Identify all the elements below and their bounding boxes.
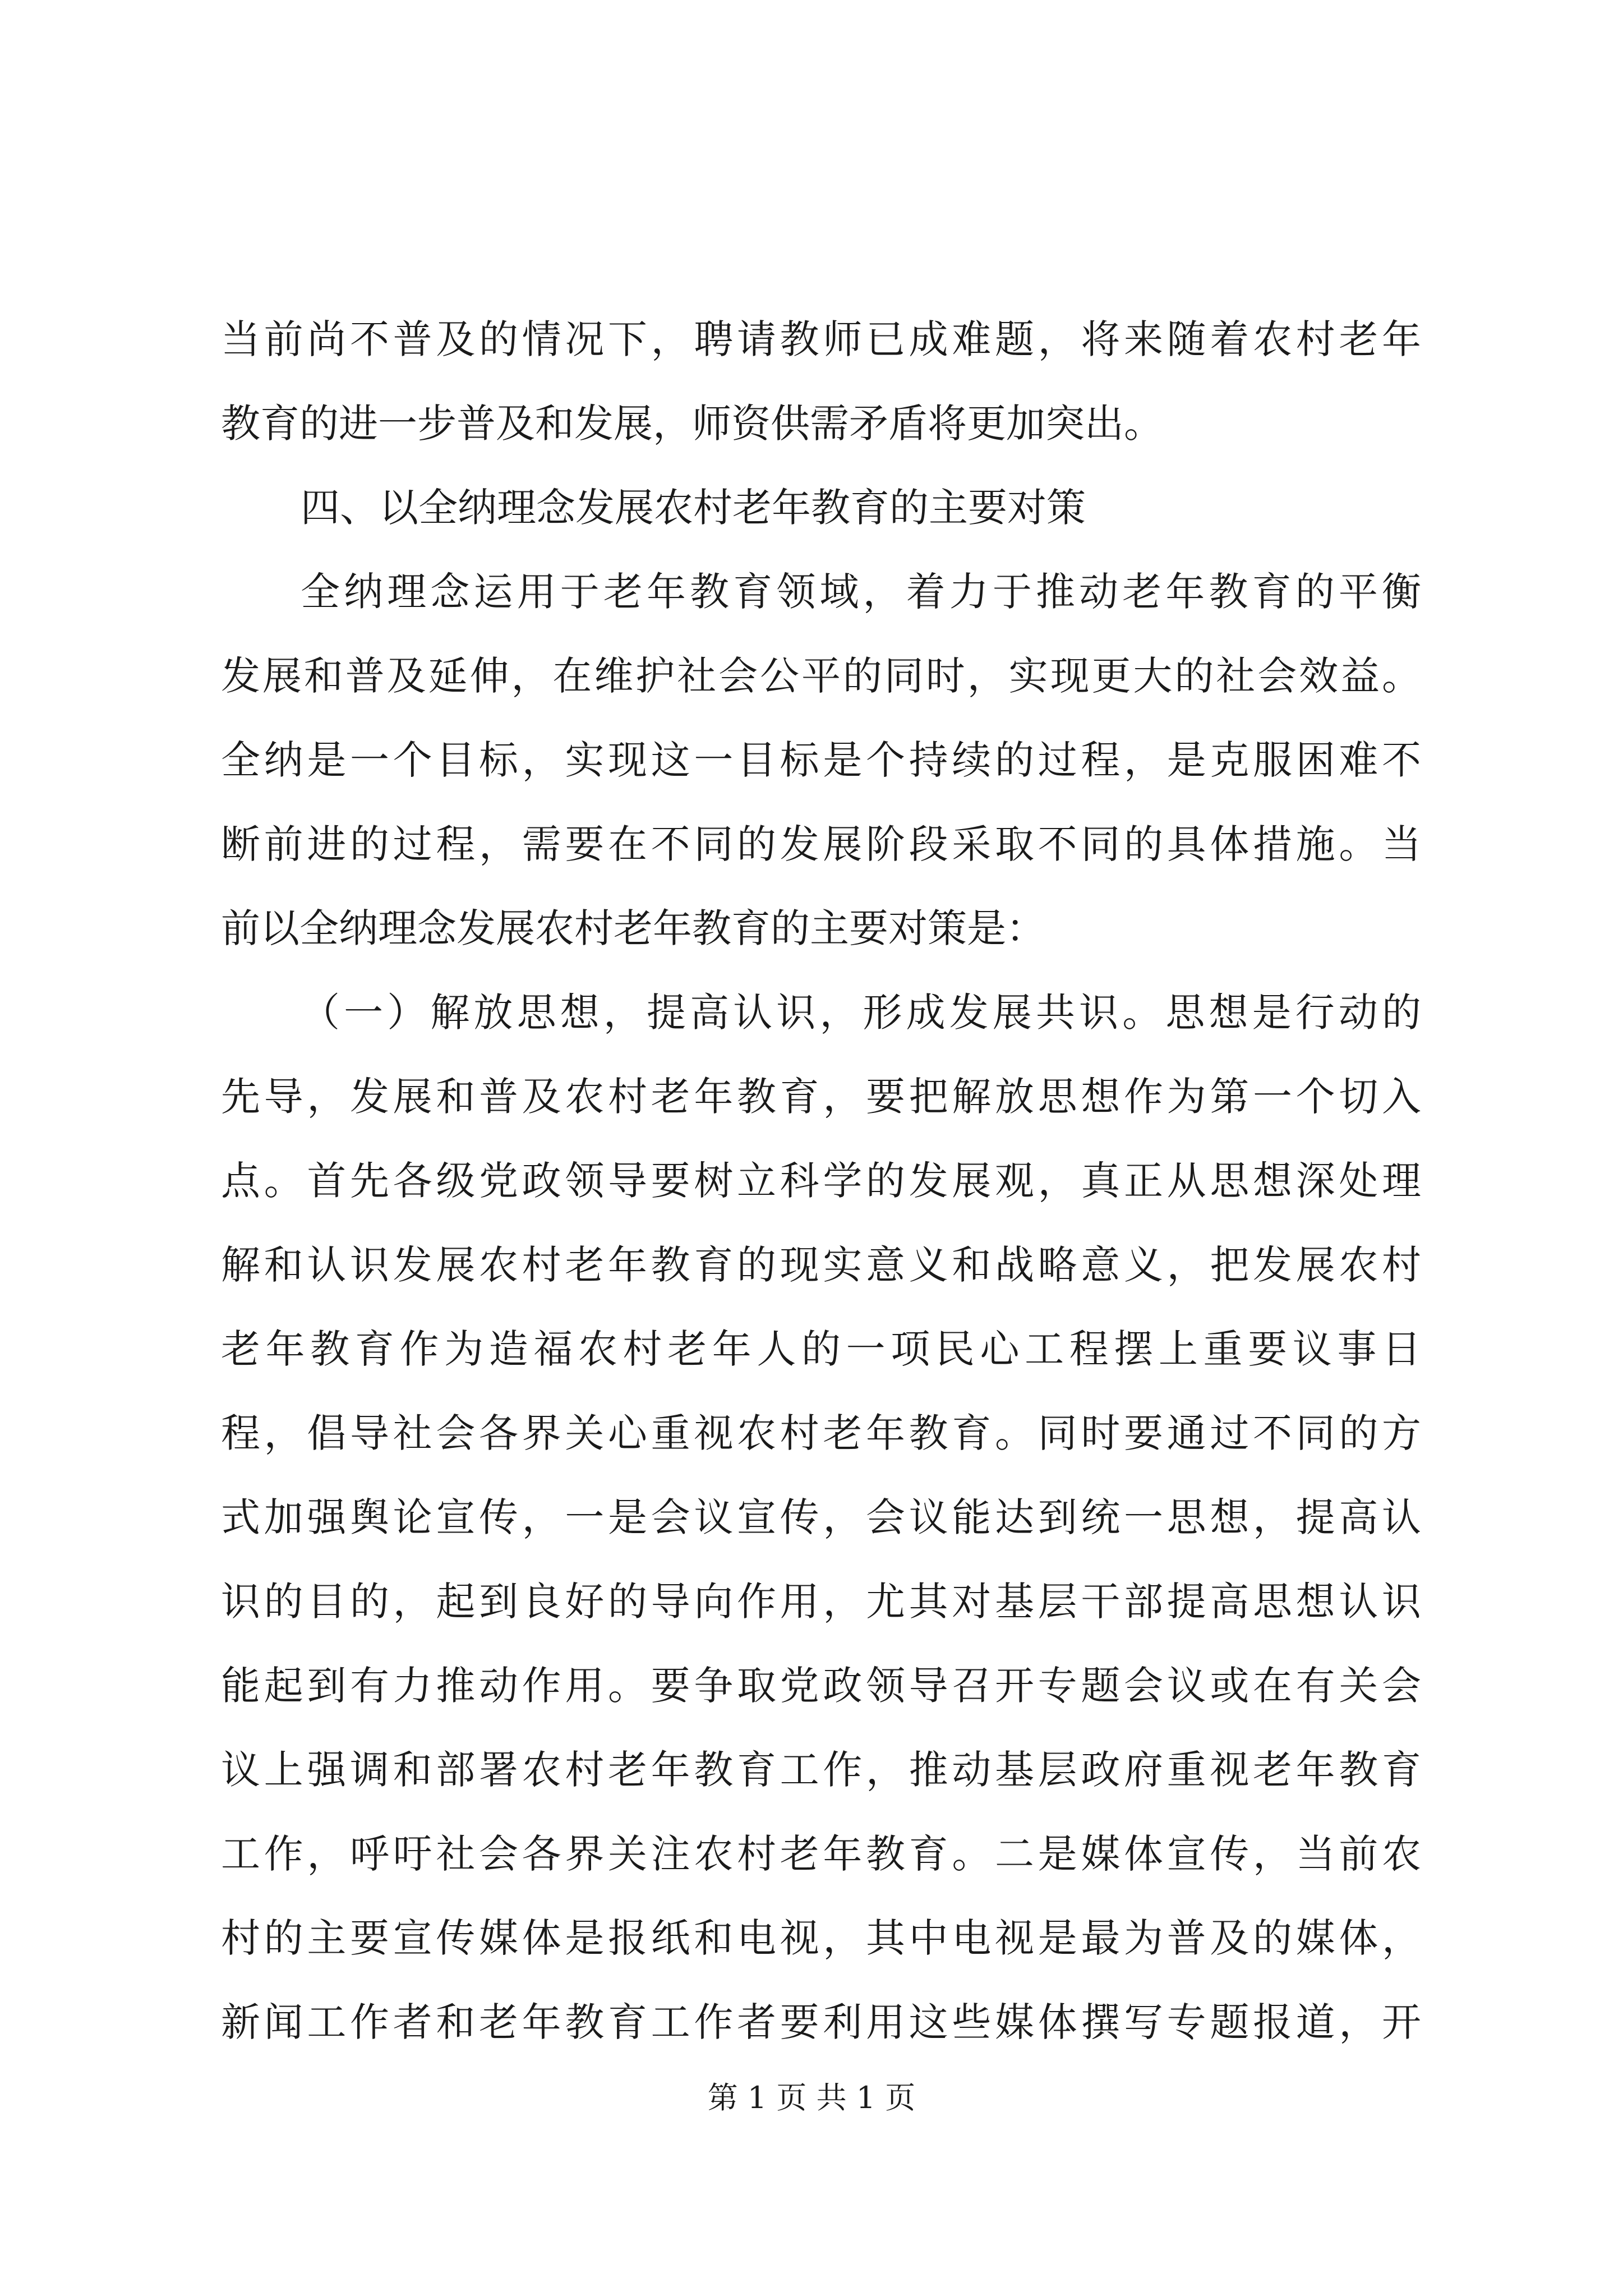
text-line: 点。首先各级党政领导要树立科学的发展观，真正从思想深处理	[221, 1158, 1421, 1204]
text-line: 先导，发展和普及农村老年教育，要把解放思想作为第一个切入	[221, 1074, 1421, 1120]
text-line: 教育的进一步普及和发展，师资供需矛盾将更加突出。	[221, 401, 1163, 447]
text-line: 议上强调和部署农村老年教育工作，推动基层政府重视老年教育	[221, 1747, 1421, 1793]
text-line: 新闻工作者和老年教育工作者要利用这些媒体撰写专题报道，开	[221, 1999, 1421, 2045]
text-line: 前以全纳理念发展农村老年教育的主要对策是：	[221, 905, 1045, 951]
text-line: 式加强舆论宣传，一是会议宣传，会议能达到统一思想，提高认	[221, 1494, 1421, 1540]
paragraph-first-line: 全纳理念运用于老年教育领域，着力于推动老年教育的平衡	[301, 569, 1421, 615]
section-heading: 四、以全纳理念发展农村老年教育的主要对策	[301, 485, 1086, 531]
paragraph-first-line: （一）解放思想，提高认识，形成发展共识。思想是行动的	[301, 990, 1421, 1036]
text-line: 程，倡导社会各界关心重视农村老年教育。同时要通过不同的方	[221, 1410, 1421, 1456]
text-line: 工作，呼吁社会各界关注农村老年教育。二是媒体宣传，当前农	[221, 1831, 1421, 1877]
text-line: 老年教育作为造福农村老年人的一项民心工程摆上重要议事日	[221, 1326, 1421, 1372]
text-line: 断前进的过程，需要在不同的发展阶段采取不同的具体措施。当	[221, 821, 1421, 867]
text-line: 能起到有力推动作用。要争取党政领导召开专题会议或在有关会	[221, 1663, 1421, 1709]
page-number-footer: 第 1 页 共 1 页	[707, 2080, 916, 2115]
text-line: 解和认识发展农村老年教育的现实意义和战略意义，把发展农村	[221, 1242, 1421, 1288]
text-line: 发展和普及延伸，在维护社会公平的同时，实现更大的社会效益。	[221, 653, 1421, 699]
text-line: 村的主要宣传媒体是报纸和电视，其中电视是最为普及的媒体，	[221, 1915, 1421, 1961]
text-line: 全纳是一个目标，实现这一目标是个持续的过程，是克服困难不	[221, 737, 1421, 783]
text-line: 识的目的，起到良好的导向作用，尤其对基层干部提高思想认识	[221, 1579, 1421, 1625]
text-line: 当前尚不普及的情况下，聘请教师已成难题，将来随着农村老年	[221, 316, 1421, 362]
